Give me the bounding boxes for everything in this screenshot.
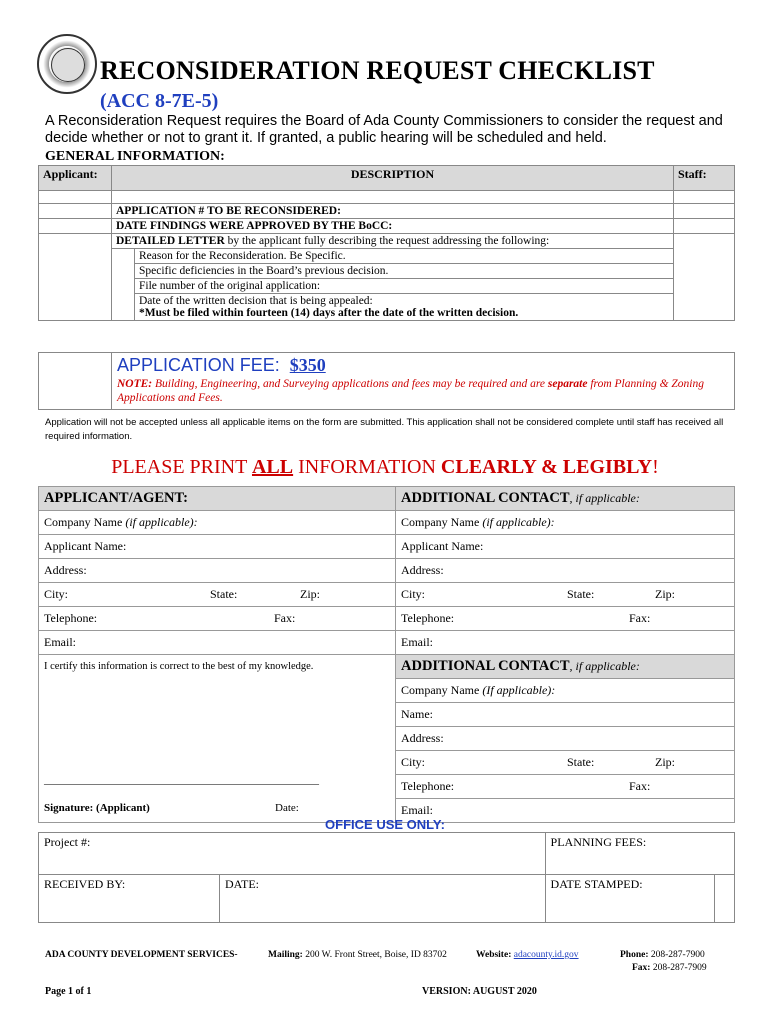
date-written-label: Date of the written decision that is being appealed: xyxy=(139,295,373,307)
state-label: State: xyxy=(210,587,238,601)
certification-cell xyxy=(39,655,396,823)
received-by-field[interactable]: RECEIVED BY: xyxy=(39,875,220,923)
ada-county-seal xyxy=(37,34,97,94)
website-link[interactable]: adacounty.id.gov xyxy=(513,950,579,960)
zip-label: Zip: xyxy=(655,587,675,601)
additional-contact-label: ADDITIONAL CONTACT xyxy=(401,490,570,506)
additional2-name-field[interactable]: Name: xyxy=(396,703,735,727)
telephone-label: Telephone: xyxy=(401,611,455,625)
seal-emblem-icon xyxy=(51,48,85,82)
staff-check-cell[interactable] xyxy=(674,191,735,204)
company-label: Company Name xyxy=(401,683,480,697)
sub-check-cell[interactable] xyxy=(112,264,135,279)
print-all: ALL xyxy=(251,456,294,478)
additional2-telephone-fax-field[interactable] xyxy=(396,775,735,799)
additional-applicant-name-field[interactable]: Applicant Name: xyxy=(396,535,735,559)
state-label: State: xyxy=(567,587,595,601)
email-field[interactable]: Email: xyxy=(39,631,396,655)
fourteen-day-note: *Must be filed within fourteen (14) days after the date of the written decision. xyxy=(139,307,519,319)
staff-check-cell[interactable] xyxy=(674,204,735,219)
spacer-cell xyxy=(112,191,674,204)
telephone-label: Telephone: xyxy=(401,779,455,793)
footer-org: ADA COUNTY DEVELOPMENT SERVICES- xyxy=(45,950,238,960)
company-label: Company Name xyxy=(401,515,480,529)
additional2-email-field[interactable]: Email: xyxy=(396,799,735,823)
application-fee-box xyxy=(38,352,735,410)
zip-label: Zip: xyxy=(655,755,675,769)
fax-label: Fax: xyxy=(629,779,651,793)
website-label: Website: xyxy=(476,950,512,960)
sub-item-date-written xyxy=(135,294,674,321)
phone-number: 208-287-7900 xyxy=(648,950,705,960)
additional-address-field[interactable]: Address: xyxy=(396,559,735,583)
sub-item-deficiencies: Specific deficiencies in the Board’s previous decision. xyxy=(135,264,674,279)
office-use-heading: OFFICE USE ONLY: xyxy=(325,817,445,832)
additional-contact-heading-2 xyxy=(396,655,735,679)
print-clearly-banner xyxy=(0,456,770,479)
additional-city-state-zip-field[interactable] xyxy=(396,583,735,607)
sub-item-reason: Reason for the Reconsideration. Be Specific. xyxy=(135,249,674,264)
col-applicant: Applicant: xyxy=(39,166,112,191)
additional2-company-field[interactable] xyxy=(396,679,735,703)
if-applicable: , if applicable: xyxy=(569,659,640,673)
mailing-label: Mailing: xyxy=(268,950,303,960)
applicant-check-cell[interactable] xyxy=(39,234,112,321)
address-field[interactable]: Address: xyxy=(39,559,396,583)
page-number: Page 1 of 1 xyxy=(45,986,92,997)
footer-website xyxy=(476,950,579,960)
city-label: City: xyxy=(401,587,426,601)
intro-text: A Reconsideration Request requires the Board of Ada County Commissioners to consider the request and decide whether or not to grant it. If granted, a public hearing will be scheduled and held. xyxy=(45,113,723,146)
detailed-letter-text: by the applicant fully describing the request addressing the following: xyxy=(224,235,550,247)
city-label: City: xyxy=(44,587,69,601)
note-separate: separate xyxy=(547,378,588,390)
page-title: RECONSIDERATION REQUEST CHECKLIST xyxy=(100,56,655,85)
sub-check-cell[interactable] xyxy=(112,279,135,294)
applicant-check-cell[interactable] xyxy=(39,191,112,204)
fee-check-cell[interactable] xyxy=(39,353,112,409)
sub-item-file-number: File number of the original application: xyxy=(135,279,674,294)
applicant-check-cell[interactable] xyxy=(39,204,112,219)
company-label: Company Name xyxy=(44,515,123,529)
additional2-address-field[interactable]: Address: xyxy=(396,727,735,751)
state-label: State: xyxy=(567,755,595,769)
stamp-area[interactable] xyxy=(714,875,734,923)
additional-contact-heading xyxy=(396,487,735,511)
office-use-table xyxy=(38,832,735,923)
fee-note xyxy=(117,377,717,405)
col-description: DESCRIPTION xyxy=(112,166,674,191)
row-date-findings: DATE FINDINGS WERE APPROVED BY THE BoCC: xyxy=(112,219,674,234)
print-e: ! xyxy=(652,456,659,478)
additional-telephone-fax-field[interactable] xyxy=(396,607,735,631)
contact-table xyxy=(38,486,735,823)
footer-fax xyxy=(632,963,707,973)
additional-email-field[interactable]: Email: xyxy=(396,631,735,655)
city-state-zip-field[interactable] xyxy=(39,583,396,607)
company-paren: (If applicable): xyxy=(479,683,556,697)
acceptance-text: Application will not be accepted unless all applicable items on the form are submitted. This application shall not be considered complete until staff has received all required information. xyxy=(45,417,724,442)
general-info-heading: GENERAL INFORMATION: xyxy=(45,149,225,164)
fax-number: 208-287-7909 xyxy=(650,963,707,973)
print-c: INFORMATION xyxy=(293,456,441,478)
note-text: Building, Engineering, and Surveying applications and fees may be required and are xyxy=(152,378,548,390)
fee-title xyxy=(117,355,326,376)
applicant-agent-heading: APPLICANT/AGENT: xyxy=(39,487,396,511)
additional-contact-label: ADDITIONAL CONTACT xyxy=(401,658,570,674)
staff-check-cell[interactable] xyxy=(674,219,735,234)
if-applicable: , if applicable: xyxy=(569,491,640,505)
footer-phone xyxy=(620,950,705,960)
version: VERSION: AUGUST 2020 xyxy=(422,986,537,997)
fax-label: Fax: xyxy=(629,611,651,625)
detailed-letter-bold: DETAILED LETTER xyxy=(116,235,225,247)
note-prefix: NOTE: xyxy=(117,378,153,390)
applicant-check-cell[interactable] xyxy=(39,219,112,234)
company-paren: (if applicable): xyxy=(479,515,555,529)
sub-check-cell[interactable] xyxy=(112,249,135,264)
phone-label: Phone: xyxy=(620,950,649,960)
telephone-fax-field[interactable] xyxy=(39,607,396,631)
zip-label: Zip: xyxy=(300,587,320,601)
row-application-number: APPLICATION # TO BE RECONSIDERED: xyxy=(112,204,674,219)
project-number-field[interactable]: Project #: xyxy=(39,833,546,875)
date-label: Date: xyxy=(275,802,299,814)
code-reference: (ACC 8-7E-5) xyxy=(100,90,219,112)
staff-check-cell[interactable] xyxy=(674,234,735,321)
print-clearly: CLEARLY & LEGIBLY xyxy=(440,456,653,478)
certify-text: I certify this information is correct to the best of my knowledge. xyxy=(44,661,314,672)
telephone-label: Telephone: xyxy=(44,611,98,625)
company-name-field[interactable] xyxy=(39,511,396,535)
office-date-field[interactable]: DATE: xyxy=(220,875,546,923)
fax-label: Fax: xyxy=(632,963,651,973)
signature-line[interactable]: _______________________________________________________ xyxy=(44,775,319,786)
print-a: PLEASE PRINT xyxy=(111,456,252,478)
city-label: City: xyxy=(401,755,426,769)
sub-check-cell[interactable] xyxy=(112,294,135,321)
date-stamped-field[interactable]: DATE STAMPED: xyxy=(545,875,714,923)
col-staff: Staff: xyxy=(674,166,735,191)
mailing-address: 200 W. Front Street, Boise, ID 83702 xyxy=(302,950,447,960)
fee-label: APPLICATION FEE: xyxy=(117,355,280,375)
checklist-table xyxy=(38,165,735,321)
row-detailed-letter xyxy=(112,234,674,249)
footer-mailing xyxy=(268,950,447,960)
applicant-name-field[interactable]: Applicant Name: xyxy=(39,535,396,559)
fax-label: Fax: xyxy=(274,611,296,625)
additional-company-name-field[interactable] xyxy=(396,511,735,535)
fee-amount: $350 xyxy=(289,355,326,375)
note-end: from Planning & Zoning Applications and Fees. xyxy=(117,378,704,404)
company-paren: (if applicable): xyxy=(122,515,198,529)
signature-label: Signature: (Applicant) xyxy=(44,802,150,814)
additional2-city-state-zip-field[interactable] xyxy=(396,751,735,775)
planning-fees-field[interactable]: PLANNING FEES: xyxy=(545,833,734,875)
